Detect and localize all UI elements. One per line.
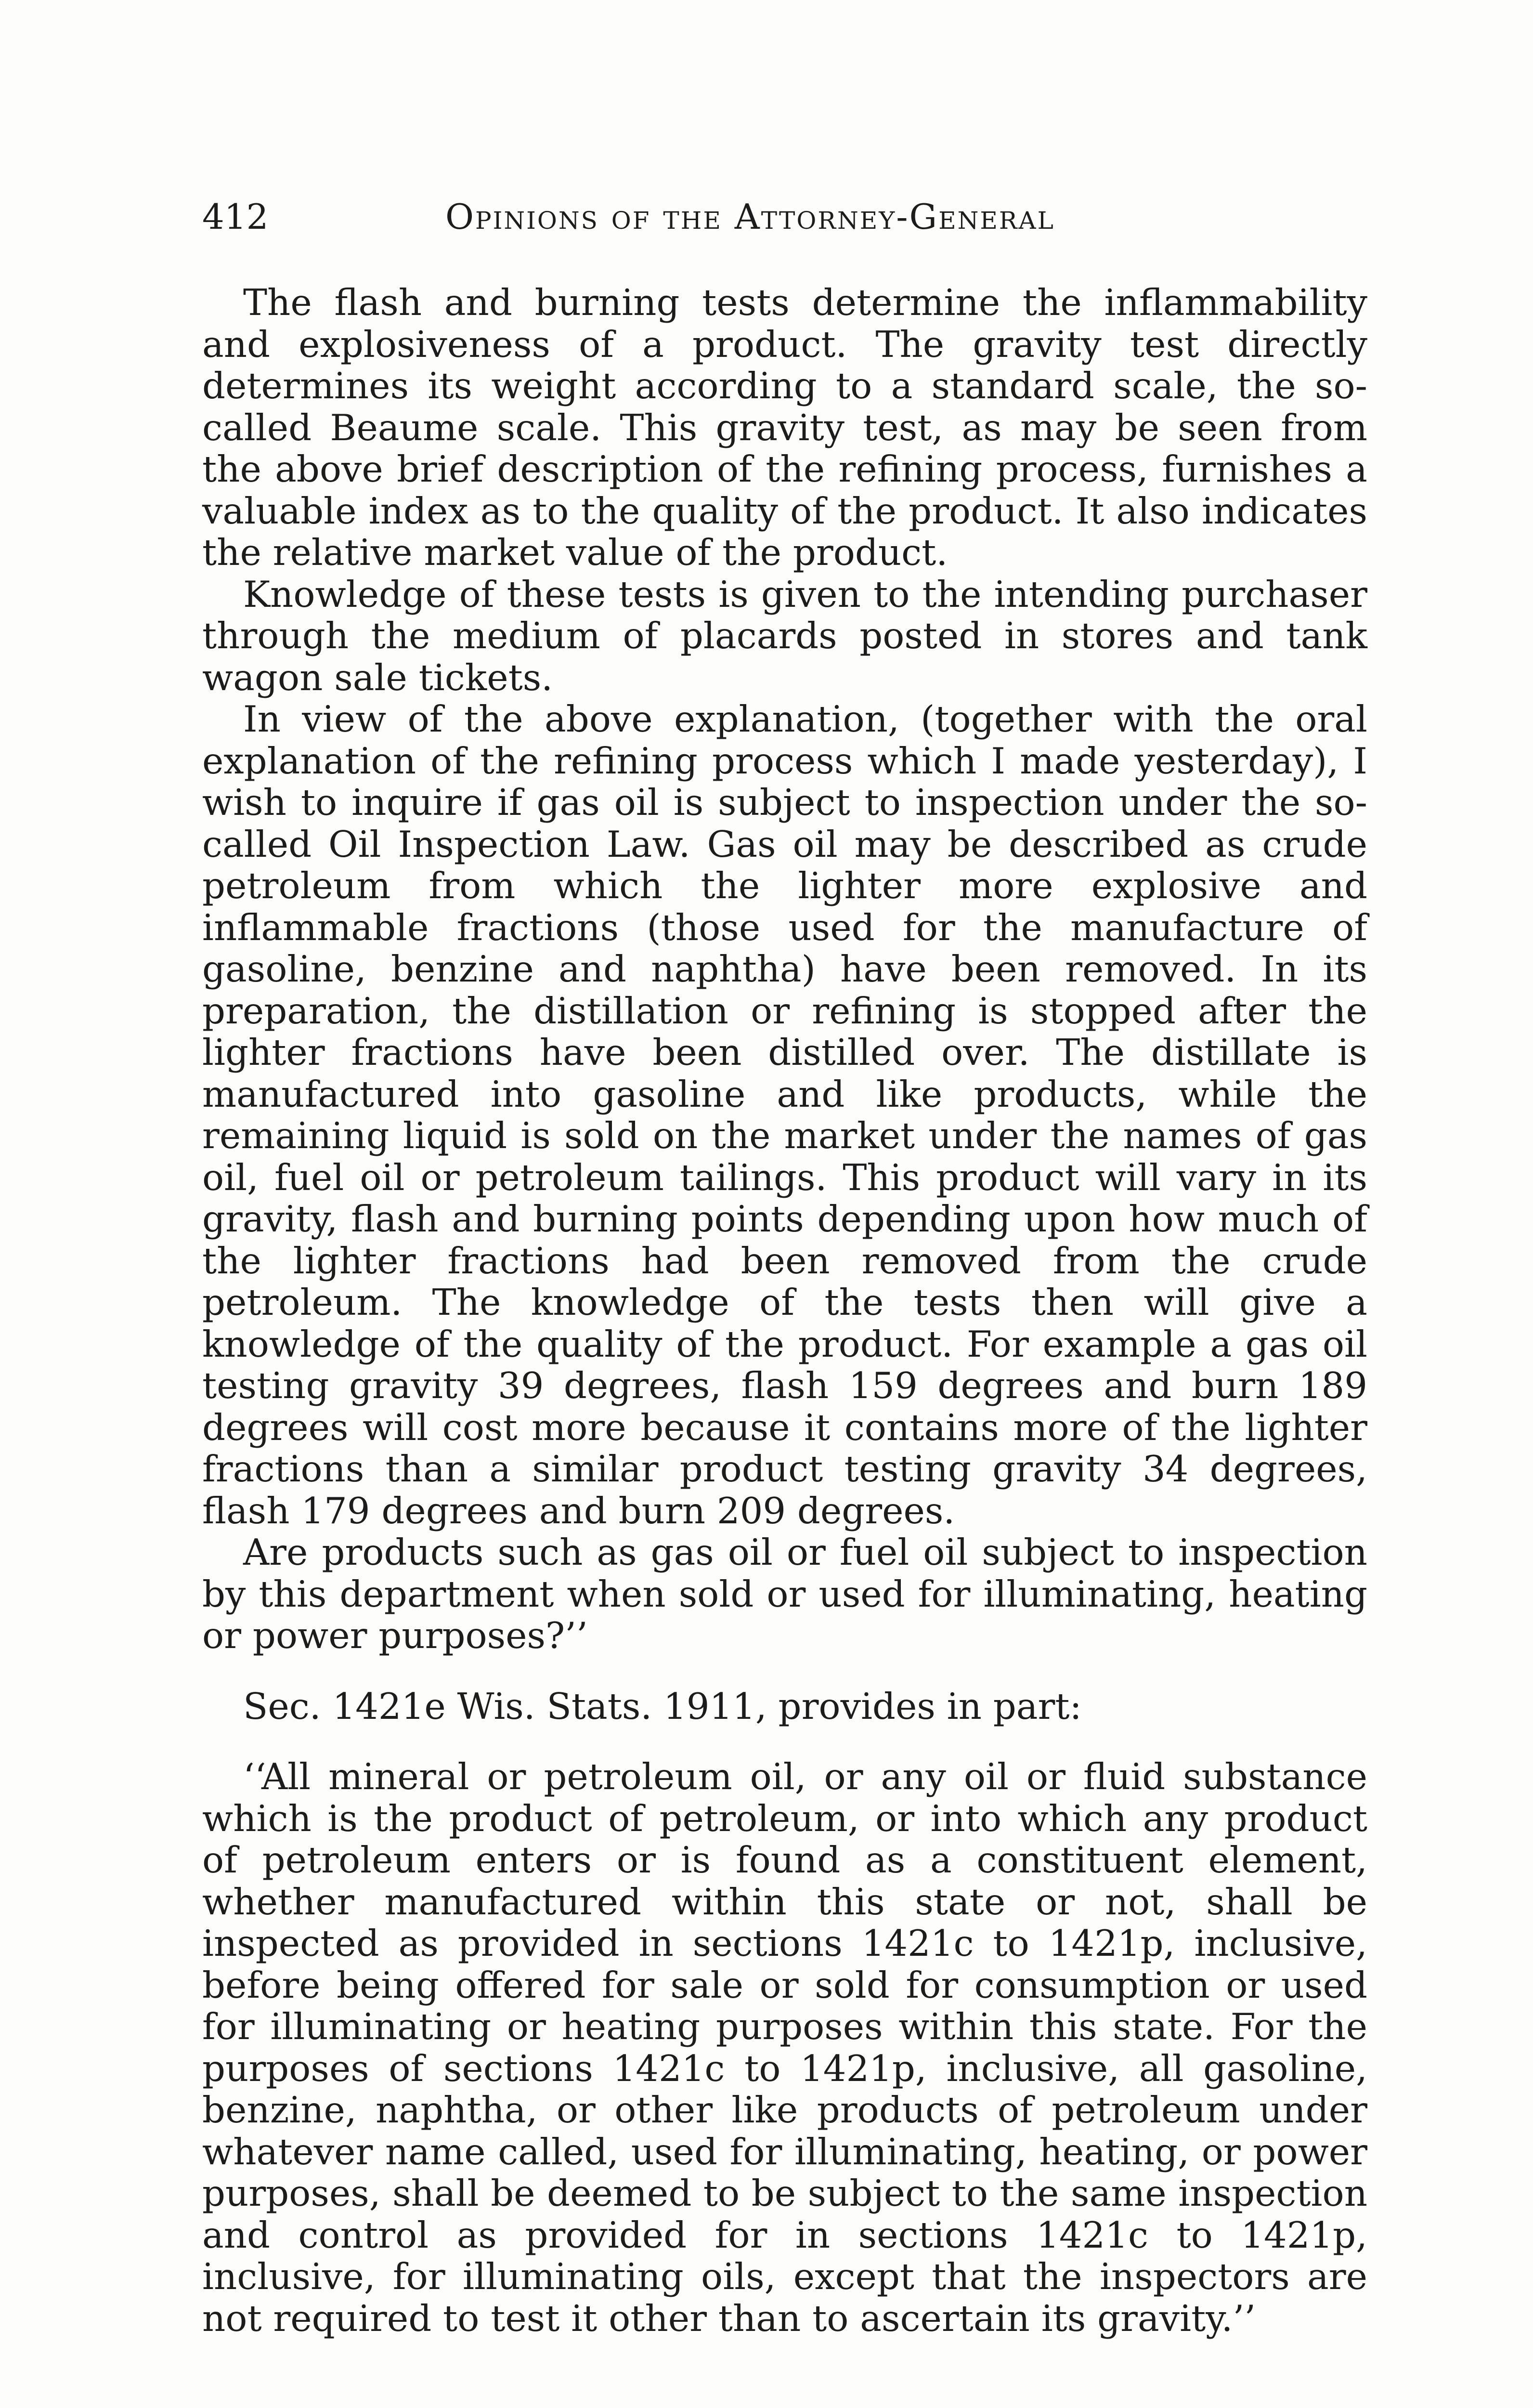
paragraph-statute-quote: ‘‘All mineral or petroleum oil, or any oil or fluid substance which is the product of petroleum, or into which any product of petroleum enters or is found as a constituent element, whether manufactured within this state or not, shall be inspected as provided in sections 1421c to 1421p, inclusive, before being offered for sale or sold for consumption or used for illuminating or heating purposes within this state. For the purposes of sections 1421c to 1421p, inclusive, all gasoline, benzine, naphtha, or other like products of petroleum under whatever name called, used for illuminating, heating, or power purposes, shall be deemed to be subject to the same inspection and control as provided for in sections 1421c to 1421p, inclusive, for illuminating oils, except that the inspectors are not required to test it other than to ascertain its gravity.’’ <box>202 1755 1367 2340</box>
running-head <box>202 190 1136 243</box>
body-text <box>202 282 1367 2339</box>
running-title: Opinions of the Attorney-General <box>445 196 1055 237</box>
page-number: 412 <box>202 196 269 237</box>
paragraph-question: Are products such as gas oil or fuel oil subject to inspection by this department when sold or used for illuminating, heating or power purposes?’’ <box>202 1531 1367 1657</box>
paragraph-tests-description: The flash and burning tests determine the inflammability and explosiveness of a product. The gravity test directly determines its weight according to a standard scale, the so-called Beaume scale. This gravity test, as may be seen from the above brief description of the refining process, furnishes a valuable index as to the quality of the product. It also indicates the relative market value of the product. <box>202 281 1367 574</box>
paragraph-statute-intro: Sec. 1421e Wis. Stats. 1911, provides in part: <box>243 1685 1082 1727</box>
paragraph-gas-oil-inquiry: In view of the above explanation, (together with the oral explanation of the refining process which I made yesterday), I wish to inquire if gas oil is subject to inspection under the so-called Oil Inspection Law. Gas oil may be described as crude petroleum from which the lighter more explosive and inflammable fractions (those used for the manufacture of gasoline, benzine and naphtha) have been removed. In its preparation, the distillation or refining is stopped after the lighter fractions have been distilled over. The distillate is manufactured into gasoline and like products, while the remaining liquid is sold on the market under the names of gas oil, fuel oil or petroleum tailings. This product will vary in its gravity, flash and burning points depending upon how much of the lighter fractions had been removed from the crude petroleum. The knowledge of the tests then will give a knowledge of the quality of the product. For example a gas oil testing gravity 39 degrees, flash 159 degrees and burn 189 degrees will cost more because it contains more of the lighter fractions than a similar product testing gravity 34 degrees, flash 179 degrees and burn 209 degrees. <box>202 698 1367 1532</box>
paragraph-knowledge-of-tests: Knowledge of these tests is given to the intending purchaser through the medium of placards posted in stores and tank wagon sale tickets. <box>202 573 1367 699</box>
